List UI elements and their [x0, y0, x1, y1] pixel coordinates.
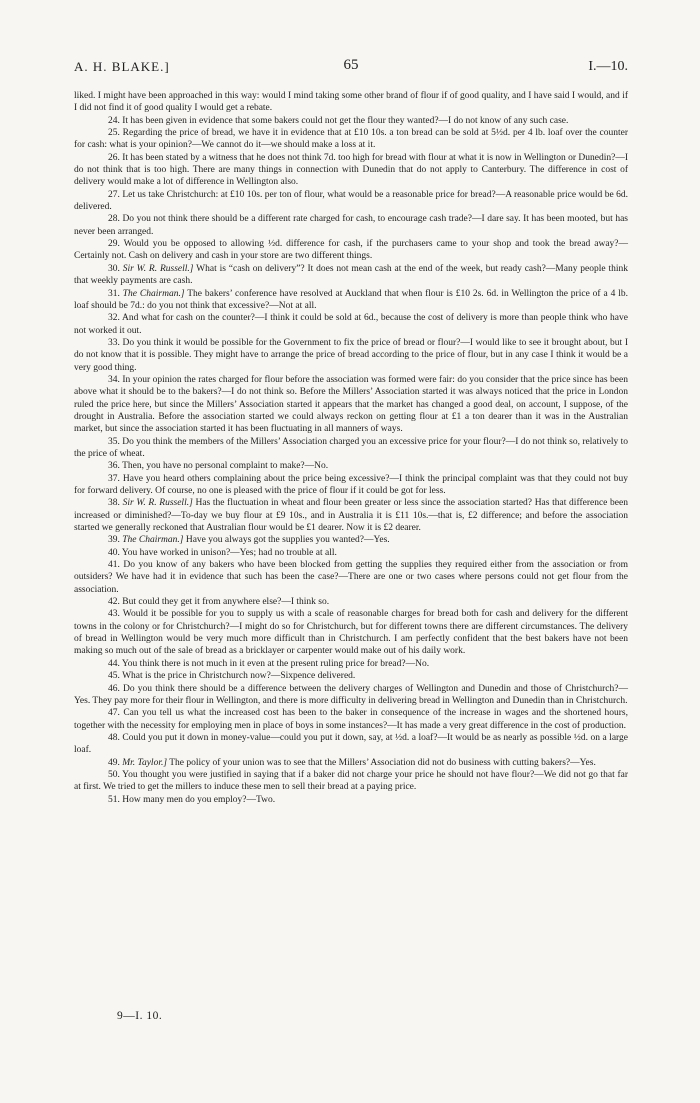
evidence-paragraph: 33. Do you think it would be possible for the Government to fix the price of bread or flour?—I would like to see it brought about, but I do not know that it is possible. They might have to arrange the price of bread according to the price of flour, but in any case I think it would be a very good thing.	[74, 337, 628, 373]
evidence-paragraph: 40. You have worked in unison?—Yes; had no trouble at all.	[108, 547, 337, 558]
evidence-paragraph: 46. Do you think there should be a difference between the delivery charges of Wellington and Dunedin and those of Christchurch?—Yes. They pay more for their flour in Wellington, and there is more difficulty in delivering bread in Wellington and Dunedin than in Christchurch.	[74, 683, 628, 706]
evidence-paragraph: 37. Have you heard others complaining about the price being excessive?—I think the principal complaint was that they could not buy for forward delivery. Of course, no one is pleased with the price of flour if it could be got for less.	[74, 473, 628, 496]
evidence-paragraph: 50. You thought you were justified in saying that if a baker did not charge your price he should not have flour?—We did not go that far at first. We tried to get the millers to induce these men to sell their bread at a paying price.	[74, 769, 628, 793]
document-reference: I.—10.	[588, 59, 628, 74]
evidence-paragraph: 44. You think there is not much in it even at the present ruling price for bread?—No.	[108, 658, 430, 669]
evidence-paragraph: 48. Could you put it down in money-value—could you put it down, say, at ½d. a loaf?—It would be as nearly as possible ½d. on a large loaf.	[74, 732, 628, 756]
evidence-paragraph: 25. Regarding the price of bread, we have it in evidence that at £10 10s. a ton bread can be sold at 5½d. per 4 lb. loaf over the counter for cash: what is your opinion?—We cannot do it—we should make a loss at it.	[74, 128, 628, 151]
evidence-paragraph: 39. The Chairman.] Have you always got the supplies you wanted?—Yes.	[108, 535, 390, 546]
evidence-paragraph: 43. Would it be possible for you to supply us with a scale of reasonable charges for bread both for cash and delivery for the different towns in the colony or for Christchurch?—I might do so for Christchurch, but for different towns there are different circumstances. The delivery of bread in Wellington would be very much more difficult than in Christchurch. I am perfectly confident that the best bakers have not been making so much out of the sale of bread as a bricklayer or carpenter would make out of his daily work.	[74, 609, 628, 657]
evidence-paragraph: 51. How many men do you employ?—Two.	[108, 794, 276, 805]
evidence-paragraph: 47. Can you tell us what the increased cost has been to the baker in consequence of the increase in wages and the shortened hours, together with the necessity for employing men in place of boys in some instances?—It has made a very great difference in the cost of production.	[74, 708, 628, 731]
evidence-paragraph: 24. It has been given in evidence that some bakers could not get the flour they wanted?—I do not know of any such case.	[108, 115, 569, 126]
evidence-paragraph: 34. In your opinion the rates charged for flour before the association was formed were fair: do you consider that the price since has been above what it should be to the bakers?—I do not think so. Before the Millers’ Association started it was always noticed that the price in London ruled the price here, but since the Millers’ Association started it appears that the market has changed a good deal, on account, I suppose, of the drought in Australia. Before the association started we could always reckon on getting flour at £1 a ton dearer than it was in the Australian market, but since the association started it has been fluctuating in all manners of ways.	[74, 374, 628, 435]
page-number: 65	[343, 57, 359, 73]
evidence-paragraph: 31. The Chairman.] The bakers’ conference have resolved at Auckland that when flour is £10 2s. 6d. in Wellington the price of a 4 lb. loaf should be 7d.: do you not think that excessive?—Not at all.	[74, 288, 628, 311]
page-signature: 9—I. 10.	[117, 1010, 163, 1022]
document-body	[74, 90, 628, 806]
evidence-paragraph: 35. Do you think the members of the Millers’ Association charged you an excessive price for your flour?—I do not think so, relatively to the price of wheat.	[74, 436, 628, 459]
evidence-paragraph: 30. Sir W. R. Russell.] What is “cash on delivery”? It does not mean cash at the end of the week, but ready cash?—Many people think that weekly payments are cash.	[74, 263, 628, 287]
evidence-paragraph: 32. And what for cash on the counter?—I think it could be sold at 6d., because the cost of delivery is more than people think who have not worked it out.	[74, 313, 628, 336]
evidence-paragraph: 38. Sir W. R. Russell.] Has the fluctuation in wheat and flour been greater or less since the association started? Has that difference been increased or diminished?—To-day we buy flour at £9 10s., and in Australia it is £11 10s.—that is, £2 difference; and before the association started we generally reckoned that Australian flour would be £1 dearer. Now it is £2 dearer.	[74, 498, 628, 534]
evidence-paragraph: 27. Let us take Christchurch: at £10 10s. per ton of flour, what would be a reasonable price for bread?—A reasonable price would be 6d. delivered.	[74, 189, 628, 213]
evidence-paragraph: 49. Mr. Taylor.] The policy of your union was to see that the Millers’ Association did not do business with cutting bakers?—Yes.	[108, 757, 596, 768]
evidence-paragraph: 36. Then, you have no personal complaint to make?—No.	[108, 461, 329, 472]
page-header	[74, 58, 628, 76]
evidence-paragraph: liked. I might have been approached in this way: would I mind taking some other brand of flour if of good quality, and I have said I would, and if I did not find it of good quality I would get a rebate.	[74, 91, 628, 114]
witness-name: A. H. BLAKE.]	[74, 59, 170, 74]
evidence-paragraph: 29. Would you be opposed to allowing ½d. difference for cash, if the purchasers came to your shop and took the bread away?—Certainly not. Cash on delivery and cash in your store are two different things.	[74, 239, 628, 262]
evidence-paragraph: 41. Do you know of any bakers who have been blocked from getting the supplies they required either from the association or from outsiders? We have had it in evidence that such has been the case?—There are one or two cases where persons could not get flour from the association.	[74, 560, 628, 595]
evidence-paragraph: 45. What is the price in Christchurch now?—Sixpence delivered.	[108, 671, 356, 682]
evidence-paragraph: 42. But could they get it from anywhere else?—I think so.	[108, 597, 330, 608]
evidence-paragraph: 28. Do you not think there should be a different rate charged for cash, to encourage cash trade?—I dare say. It has been mooted, but has never been arranged.	[74, 214, 628, 237]
evidence-paragraph: 26. It has been stated by a witness that he does not think 7d. too high for bread with flour at what it is now in Wellington or Dunedin?—I do not think that is too high. There are many things in connection with Dunedin that do not apply to Canterbury. The difference in cost of delivery would make a lot of difference in Wellington also.	[74, 152, 628, 188]
